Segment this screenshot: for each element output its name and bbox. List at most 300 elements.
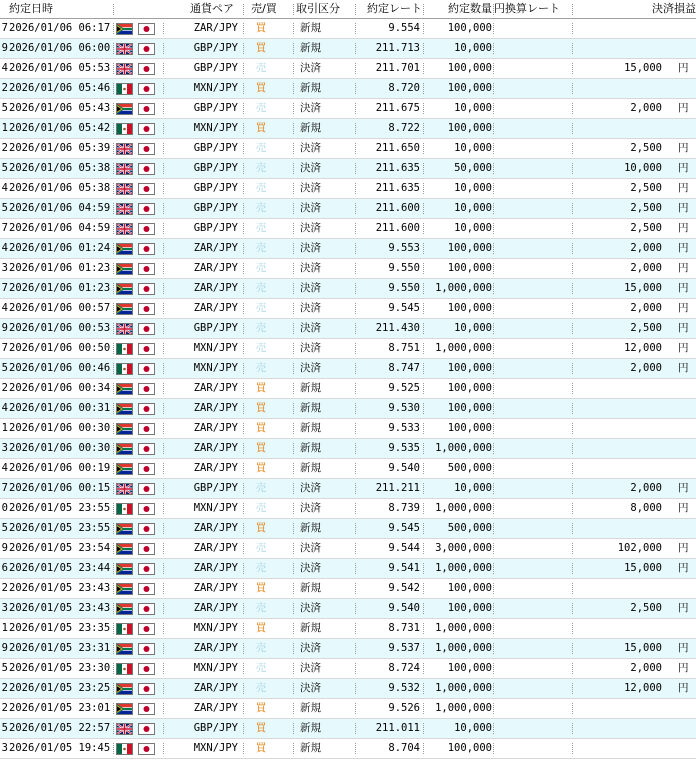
cell-divider: [113, 163, 114, 174]
realized-pl: 2,000: [630, 482, 662, 494]
table-row[interactable]: [0, 419, 696, 439]
realized-pl: 8,000: [630, 502, 662, 514]
trade-side: 売: [255, 562, 267, 574]
execution-rate: 211.600: [375, 202, 420, 214]
execution-qty: 10,000: [454, 722, 492, 734]
table-row[interactable]: [0, 159, 696, 179]
execution-qty: 1,000,000: [435, 442, 492, 454]
col-header-pl[interactable]: 決済損益: [652, 2, 696, 15]
cell-divider: [163, 43, 164, 54]
uk-flag-icon: [116, 163, 133, 175]
trade-datetime: 2026/01/05 23:54: [9, 542, 111, 554]
trade-datetime: 2026/01/05 23:30: [9, 662, 111, 674]
cell-divider: [113, 143, 114, 154]
table-row[interactable]: [0, 359, 696, 379]
cell-divider: [493, 443, 494, 454]
cell-divider: [243, 403, 244, 414]
cell-divider: [243, 623, 244, 634]
uk-flag-icon: [116, 143, 133, 155]
cell-divider: [243, 123, 244, 134]
cell-divider: [572, 303, 573, 314]
japan-flag-icon: [138, 223, 155, 235]
japan-flag-icon: [138, 403, 155, 415]
japan-flag-icon: [138, 203, 155, 215]
execution-qty: 100,000: [447, 302, 492, 314]
cell-divider: [243, 683, 244, 694]
table-row[interactable]: [0, 399, 696, 419]
table-row[interactable]: [0, 719, 696, 739]
cell-divider: [572, 563, 573, 574]
japan-flag-icon: [138, 263, 155, 275]
cell-divider: [423, 583, 424, 594]
cell-divider: [163, 423, 164, 434]
trade-side: 売: [255, 642, 267, 654]
cell-divider: [293, 63, 294, 74]
col-header-kind[interactable]: 取引区分: [296, 2, 340, 15]
currency-pair: ZAR/JPY: [193, 402, 238, 414]
table-row[interactable]: [0, 499, 696, 519]
japan-flag-icon: [138, 683, 155, 695]
japan-flag-icon: [138, 323, 155, 335]
cell-divider: [293, 643, 294, 654]
currency-pair: ZAR/JPY: [193, 442, 238, 454]
currency-pair: GBP/JPY: [193, 482, 238, 494]
cell-divider: [243, 343, 244, 354]
trade-kind: 新規: [300, 122, 321, 134]
realized-pl: [580, 619, 662, 638]
cell-divider: [293, 463, 294, 474]
trade-kind: 決済: [300, 362, 321, 374]
execution-qty: 100,000: [447, 602, 492, 614]
row-number: 0: [1, 502, 8, 514]
trade-datetime: 2026/01/05 22:57: [9, 722, 111, 734]
trade-side: 売: [255, 242, 267, 254]
table-row[interactable]: [0, 179, 696, 199]
cell-divider: [572, 683, 573, 694]
row-number: 7: [1, 22, 8, 34]
conv-rate: [494, 299, 574, 318]
table-row[interactable]: [0, 339, 696, 359]
cell-divider: [493, 103, 494, 114]
japan-flag-icon: [138, 603, 155, 615]
cell-divider: [293, 503, 294, 514]
realized-pl: 2,500: [630, 222, 662, 234]
row-number: 4: [1, 182, 8, 194]
realized-pl: 2,500: [630, 142, 662, 154]
table-row[interactable]: [0, 239, 696, 259]
table-row[interactable]: [0, 619, 696, 639]
uk-flag-icon: [116, 483, 133, 495]
cell-divider: [243, 483, 244, 494]
table-row[interactable]: [0, 699, 696, 719]
japan-flag-icon: [138, 363, 155, 375]
cell-divider: [493, 603, 494, 614]
cell-divider: [423, 183, 424, 194]
execution-qty: 50,000: [454, 162, 492, 174]
realized-pl: [580, 699, 662, 718]
trade-datetime: 2026/01/06 05:43: [9, 102, 111, 114]
trade-kind: 新規: [300, 422, 321, 434]
trade-kind: 決済: [300, 142, 321, 154]
trade-datetime: 2026/01/06 00:31: [9, 402, 111, 414]
cell-divider: [423, 23, 424, 34]
cell-divider: [423, 203, 424, 214]
table-row[interactable]: [0, 379, 696, 399]
currency-pair: ZAR/JPY: [193, 242, 238, 254]
execution-qty: 100,000: [447, 262, 492, 274]
cell-divider: [493, 23, 494, 34]
yen-unit: 円: [678, 222, 689, 234]
conv-rate: [494, 639, 574, 658]
row-number: 9: [1, 42, 8, 54]
south-africa-flag-icon: [116, 583, 133, 595]
yen-unit: [678, 39, 692, 58]
cell-divider: [423, 563, 424, 574]
south-africa-flag-icon: [116, 423, 133, 435]
row-number: 5: [1, 202, 8, 214]
table-row[interactable]: [0, 199, 696, 219]
row-number: 5: [1, 102, 8, 114]
table-row[interactable]: [0, 19, 696, 39]
cell-divider: [113, 543, 114, 554]
column-divider[interactable]: [572, 4, 573, 15]
realized-pl: 15,000: [624, 282, 662, 294]
table-row[interactable]: [0, 459, 696, 479]
cell-divider: [423, 263, 424, 274]
cell-divider: [572, 723, 573, 734]
execution-qty: 10,000: [454, 42, 492, 54]
japan-flag-icon: [138, 563, 155, 575]
japan-flag-icon: [138, 63, 155, 75]
currency-pair: GBP/JPY: [193, 142, 238, 154]
trade-side: 売: [255, 162, 267, 174]
row-number: 9: [1, 642, 8, 654]
row-number: 7: [1, 222, 8, 234]
cell-divider: [572, 543, 573, 554]
cell-divider: [572, 283, 573, 294]
cell-divider: [572, 503, 573, 514]
execution-rate: 9.542: [388, 582, 420, 594]
currency-pair: ZAR/JPY: [193, 602, 238, 614]
cell-divider: [355, 643, 356, 654]
realized-pl: 15,000: [624, 562, 662, 574]
currency-pair: ZAR/JPY: [193, 682, 238, 694]
execution-rate: 9.525: [388, 382, 420, 394]
trade-datetime: 2026/01/06 04:59: [9, 202, 111, 214]
cell-divider: [163, 83, 164, 94]
row-number: 9: [1, 542, 8, 554]
yen-unit: 円: [678, 282, 689, 294]
cell-divider: [572, 203, 573, 214]
trade-datetime: 2026/01/06 01:24: [9, 242, 111, 254]
table-row[interactable]: [0, 39, 696, 59]
column-divider[interactable]: [293, 4, 294, 15]
cell-divider: [423, 123, 424, 134]
conv-rate: [494, 699, 574, 718]
table-row[interactable]: [0, 439, 696, 459]
realized-pl: 2,000: [630, 102, 662, 114]
yen-unit: 円: [678, 682, 689, 694]
column-divider[interactable]: [113, 4, 114, 15]
cell-divider: [243, 263, 244, 274]
trade-datetime: 2026/01/06 06:00: [9, 42, 111, 54]
execution-qty: 100,000: [447, 422, 492, 434]
execution-qty: 100,000: [447, 402, 492, 414]
row-number: 4: [1, 462, 8, 474]
conv-rate: [494, 59, 574, 78]
execution-rate: 8.751: [388, 342, 420, 354]
cell-divider: [243, 743, 244, 754]
yen-unit: 円: [678, 102, 689, 114]
trade-kind: 新規: [300, 702, 321, 714]
currency-pair: ZAR/JPY: [193, 302, 238, 314]
execution-rate: 9.545: [388, 302, 420, 314]
execution-rate: 211.713: [375, 42, 420, 54]
trade-kind: 決済: [300, 322, 321, 334]
col-header-side[interactable]: 売/買: [251, 2, 277, 15]
table-row[interactable]: [0, 539, 696, 559]
trade-side: 売: [255, 202, 267, 214]
yen-unit: [678, 119, 692, 138]
table-row[interactable]: [0, 599, 696, 619]
table-row[interactable]: [0, 659, 696, 679]
execution-rate: 9.553: [388, 242, 420, 254]
cell-divider: [243, 443, 244, 454]
row-number: 4: [1, 302, 8, 314]
cell-divider: [493, 63, 494, 74]
cell-divider: [493, 523, 494, 534]
cell-divider: [572, 403, 573, 414]
trade-side: 買: [255, 82, 267, 94]
conv-rate: [494, 39, 574, 58]
table-row[interactable]: [0, 319, 696, 339]
cell-divider: [113, 63, 114, 74]
cell-divider: [163, 323, 164, 334]
cell-divider: [243, 83, 244, 94]
row-number: 1: [1, 122, 8, 134]
cell-divider: [423, 343, 424, 354]
cell-divider: [113, 303, 114, 314]
trade-kind: 決済: [300, 182, 321, 194]
realized-pl: [580, 39, 662, 58]
trade-side: 買: [255, 462, 267, 474]
conv-rate: [494, 459, 574, 478]
cell-divider: [163, 723, 164, 734]
japan-flag-icon: [138, 303, 155, 315]
trade-side: 売: [255, 282, 267, 294]
cell-divider: [355, 623, 356, 634]
cell-divider: [572, 583, 573, 594]
trade-side: 買: [255, 622, 267, 634]
conv-rate: [494, 259, 574, 278]
cell-divider: [113, 603, 114, 614]
trade-datetime: 2026/01/05 23:55: [9, 522, 111, 534]
cell-divider: [243, 543, 244, 554]
table-row[interactable]: [0, 259, 696, 279]
trade-datetime: 2026/01/06 00:53: [9, 322, 111, 334]
cell-divider: [243, 203, 244, 214]
execution-qty: 10,000: [454, 142, 492, 154]
south-africa-flag-icon: [116, 283, 133, 295]
trade-datetime: 2026/01/06 04:59: [9, 222, 111, 234]
cell-divider: [423, 543, 424, 554]
cell-divider: [243, 603, 244, 614]
cell-divider: [423, 683, 424, 694]
row-number: 4: [1, 242, 8, 254]
trade-side: 買: [255, 442, 267, 454]
trade-datetime: 2026/01/06 00:19: [9, 462, 111, 474]
table-row[interactable]: [0, 559, 696, 579]
cell-divider: [293, 363, 294, 374]
col-header-rate[interactable]: 約定レート: [367, 2, 422, 15]
conv-rate: [494, 339, 574, 358]
table-row[interactable]: [0, 279, 696, 299]
row-number: 7: [1, 482, 8, 494]
cell-divider: [243, 463, 244, 474]
trade-kind: 決済: [300, 542, 321, 554]
cell-divider: [355, 263, 356, 274]
table-row[interactable]: [0, 79, 696, 99]
col-header-conv-rate[interactable]: 円換算レート: [494, 2, 560, 15]
trade-datetime: 2026/01/06 05:46: [9, 82, 111, 94]
cell-divider: [423, 663, 424, 674]
yen-unit: [678, 519, 692, 538]
trade-side: 売: [255, 362, 267, 374]
cell-divider: [293, 423, 294, 434]
trade-side: 売: [255, 222, 267, 234]
currency-pair: ZAR/JPY: [193, 422, 238, 434]
cell-divider: [423, 403, 424, 414]
table-row[interactable]: [0, 519, 696, 539]
conv-rate: [494, 499, 574, 518]
realized-pl: [580, 719, 662, 738]
execution-rate: 9.533: [388, 422, 420, 434]
cell-divider: [243, 383, 244, 394]
south-africa-flag-icon: [116, 403, 133, 415]
realized-pl: 2,000: [630, 302, 662, 314]
japan-flag-icon: [138, 503, 155, 515]
cell-divider: [493, 563, 494, 574]
cell-divider: [113, 383, 114, 394]
table-row[interactable]: [0, 59, 696, 79]
table-row[interactable]: [0, 219, 696, 239]
row-number: 3: [1, 742, 8, 754]
col-header-qty[interactable]: 約定数量: [448, 2, 492, 15]
yen-unit: [678, 739, 692, 758]
realized-pl: 10,000: [624, 162, 662, 174]
japan-flag-icon: [138, 443, 155, 455]
cell-divider: [243, 163, 244, 174]
trade-datetime: 2026/01/05 19:45: [9, 742, 111, 754]
row-number: 5: [1, 662, 8, 674]
cell-divider: [572, 63, 573, 74]
cell-divider: [355, 363, 356, 374]
table-row[interactable]: [0, 299, 696, 319]
conv-rate: [494, 179, 574, 198]
cell-divider: [423, 63, 424, 74]
cell-divider: [163, 23, 164, 34]
cell-divider: [355, 343, 356, 354]
south-africa-flag-icon: [116, 683, 133, 695]
table-row[interactable]: [0, 739, 696, 759]
cell-divider: [572, 383, 573, 394]
cell-divider: [293, 143, 294, 154]
col-header-pair[interactable]: 通貨ペア: [190, 2, 234, 15]
table-row[interactable]: [0, 639, 696, 659]
cell-divider: [423, 623, 424, 634]
trade-kind: 決済: [300, 562, 321, 574]
yen-unit: 円: [678, 262, 689, 274]
cell-divider: [293, 543, 294, 554]
column-divider[interactable]: [355, 4, 356, 15]
table-row[interactable]: [0, 679, 696, 699]
column-divider[interactable]: [243, 4, 244, 15]
execution-rate: 9.554: [388, 22, 420, 34]
cell-divider: [113, 223, 114, 234]
japan-flag-icon: [138, 383, 155, 395]
south-africa-flag-icon: [116, 543, 133, 555]
cell-divider: [113, 23, 114, 34]
japan-flag-icon: [138, 23, 155, 35]
execution-rate: 8.731: [388, 622, 420, 634]
cell-divider: [423, 243, 424, 254]
trade-kind: 決済: [300, 682, 321, 694]
south-africa-flag-icon: [116, 263, 133, 275]
cell-divider: [355, 103, 356, 114]
row-number: 2: [1, 382, 8, 394]
execution-rate: 9.532: [388, 682, 420, 694]
realized-pl: 15,000: [624, 62, 662, 74]
row-number: 5: [1, 522, 8, 534]
execution-rate: 211.600: [375, 222, 420, 234]
yen-unit: 円: [678, 182, 689, 194]
row-number: 9: [1, 322, 8, 334]
execution-qty: 10,000: [454, 182, 492, 194]
cell-divider: [355, 483, 356, 494]
table-row[interactable]: [0, 479, 696, 499]
cell-divider: [113, 583, 114, 594]
cell-divider: [293, 563, 294, 574]
trade-datetime: 2026/01/06 00:30: [9, 442, 111, 454]
south-africa-flag-icon: [116, 443, 133, 455]
row-number: 2: [1, 142, 8, 154]
currency-pair: MXN/JPY: [193, 622, 238, 634]
row-number: 2: [1, 582, 8, 594]
table-row[interactable]: [0, 119, 696, 139]
cell-divider: [163, 523, 164, 534]
col-header-datetime[interactable]: 約定日時: [9, 2, 53, 15]
cell-divider: [113, 483, 114, 494]
cell-divider: [423, 143, 424, 154]
cell-divider: [355, 743, 356, 754]
table-row[interactable]: [0, 139, 696, 159]
table-row[interactable]: [0, 579, 696, 599]
table-row[interactable]: [0, 99, 696, 119]
japan-flag-icon: [138, 703, 155, 715]
execution-qty: 1,000,000: [435, 622, 492, 634]
table-body: [0, 19, 696, 759]
japan-flag-icon: [138, 343, 155, 355]
japan-flag-icon: [138, 743, 155, 755]
japan-flag-icon: [138, 643, 155, 655]
trade-side: 買: [255, 742, 267, 754]
japan-flag-icon: [138, 543, 155, 555]
cell-divider: [493, 723, 494, 734]
currency-pair: MXN/JPY: [193, 342, 238, 354]
trade-side: 売: [255, 102, 267, 114]
cell-divider: [243, 503, 244, 514]
currency-pair: ZAR/JPY: [193, 22, 238, 34]
